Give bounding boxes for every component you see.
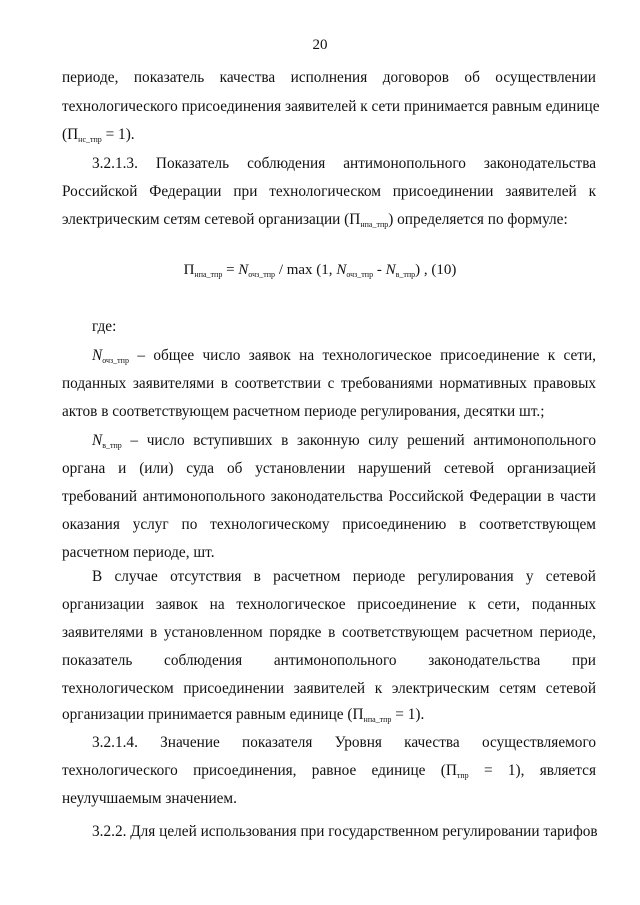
- where-label: где:: [92, 318, 117, 335]
- formula-10: $П_{нпа\_тпр} = N_{очз\_тпр} / \max (1$, $N_{очз\_тпр} - N_{в\_тпр}$) , (10): [183, 262, 457, 279]
- paragraph-5-line-1: 3.2.2. Для целей использования при государственном регулировании тарифов: [92, 823, 598, 840]
- definition-2-line-5: расчетном периоде, шт.: [62, 544, 215, 561]
- paragraph-2-line-2: Российской Федерации при технологическом присоединении заявителей к: [62, 183, 596, 200]
- paragraph-3-line-5: технологическом присоединении заявителей к электрическим сетям сетевой: [62, 680, 596, 697]
- definition-2-line-4: оказания услуг по технологическому присоединению в соответствующем: [62, 516, 596, 533]
- paragraph-4-line-1: 3.2.1.4. Значение показателя Уровня качества осуществляемого: [92, 734, 596, 751]
- definition-1-line-2: поданных заявителями в соответствии с требованиями нормативных правовых: [62, 375, 596, 392]
- paragraph-1-line-2: технологического присоединения заявителей к сети принимается равным единице: [62, 98, 600, 115]
- paragraph-4-line-3: неулучшаемым значением.: [62, 790, 237, 807]
- paragraph-1-line-3: $(П_{нс\_тпр} = 1)$.: [62, 126, 135, 144]
- paragraph-2-line-3: электрическим сетям сетевой организации $(П_{нпа\_тпр})$ определяется по формуле:: [62, 211, 568, 229]
- definition-2-line-1: $N_{в\_тпр}$ – число вступивших в законную силу решений антимонопольного: [92, 432, 596, 450]
- paragraph-3-line-3: заявителями в установленном порядке в соответствующем расчетном периоде,: [62, 624, 596, 641]
- paragraph-3-line-4: показатель соблюдения антимонопольного законодательства при: [62, 652, 596, 669]
- paragraph-3-line-1: В случае отсутствия в расчетном периоде регулирования у сетевой: [92, 568, 596, 585]
- page-number: 20: [312, 37, 328, 53]
- paragraph-3-line-2: организации заявок на технологическое присоединение к сети, поданных: [62, 596, 596, 613]
- definition-2-line-3: требований антимонопольного законодательства Российской Федерации в части: [62, 488, 596, 505]
- paragraph-4-line-2: технологического присоединения, равное единице $(П_{тпр} = 1)$, является: [62, 762, 596, 780]
- paragraph-1-line-1: периоде, показатель качества исполнения договоров об осуществлении: [62, 69, 596, 86]
- definition-1-line-1: $N_{очз\_тпр}$ – общее число заявок на технологическое присоединение к сети,: [92, 347, 596, 365]
- paragraph-2-line-1: 3.2.1.3. Показатель соблюдения антимонопольного законодательства: [92, 155, 596, 172]
- definition-2-line-2: органа и (или) суда об установлении нарушений сетевой организацией: [62, 460, 596, 477]
- definition-1-line-3: актов в соответствующем расчетном периоде регулирования, десятки шт.;: [62, 403, 545, 420]
- paragraph-3-line-6: организации принимается равным единице $(П_{нпа\_тпр} = 1)$.: [62, 706, 425, 724]
